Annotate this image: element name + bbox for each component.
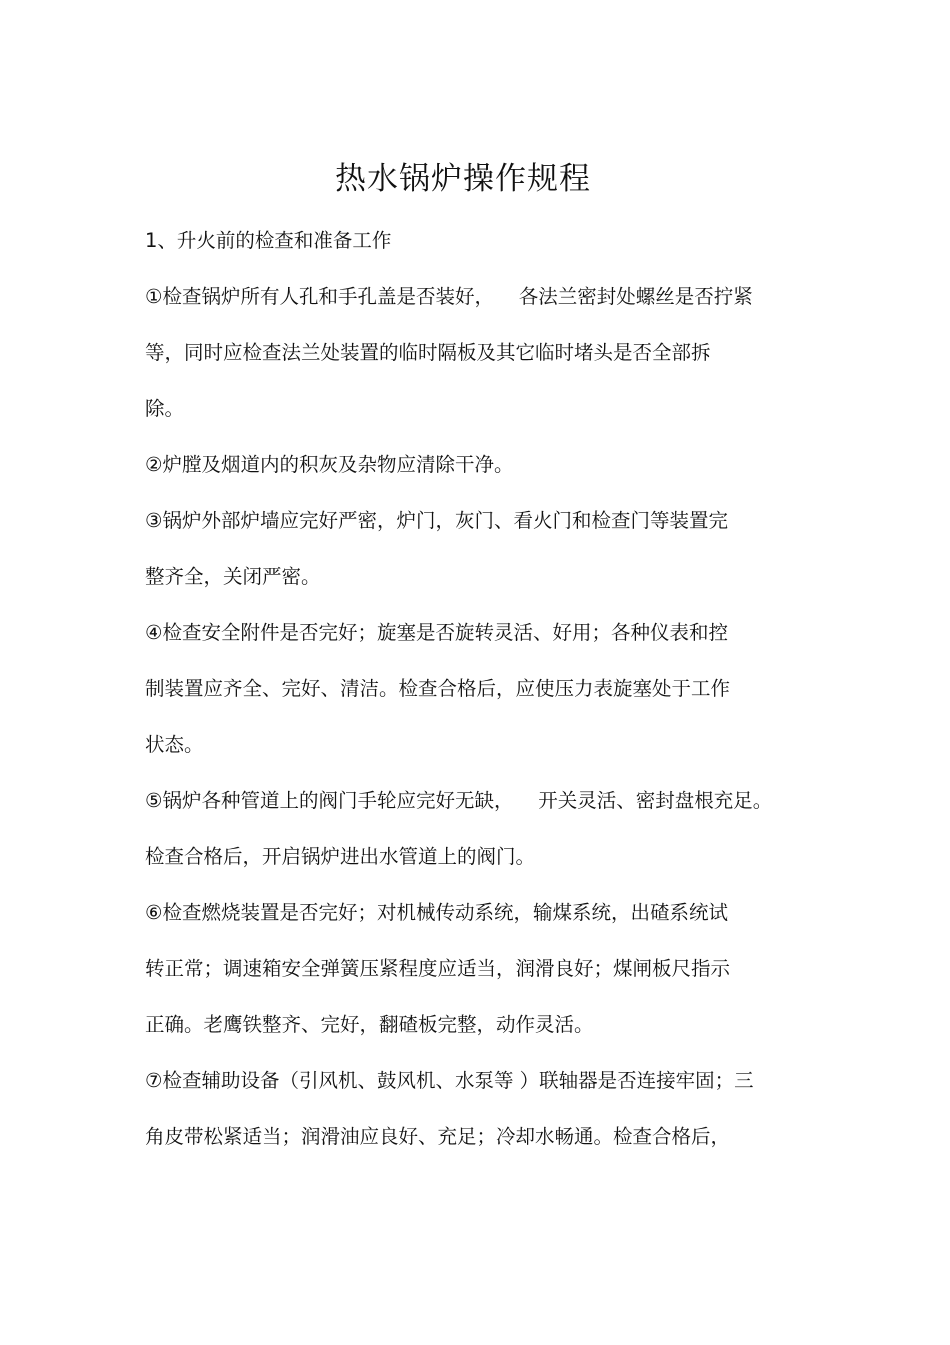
paragraph-line: 除。 — [145, 397, 185, 420]
paragraph-line: ⑤锅炉各种管道上的阀门手轮应完好无缺， 开关灵活、密封盘根充足。 — [145, 789, 773, 812]
paragraph-line: ⑥检查燃烧装置是否完好；对机械传动系统，输煤系统，出碴系统试 — [145, 901, 728, 924]
paragraph-line: ⑦检查辅助设备（引风机、鼓风机、水泵等 ）联轴器是否连接牢固；三 — [145, 1069, 754, 1092]
paragraph-line: 制装置应齐全、完好、清洁。检查合格后，应使压力表旋塞处于工作 — [145, 677, 731, 700]
paragraph-line: ②炉膛及烟道内的积灰及杂物应清除干净。 — [145, 453, 514, 476]
document-title: 热水锅炉操作规程 — [335, 161, 591, 197]
paragraph-line: 角皮带松紧适当；润滑油应良好、充足；冷却水畅通。检查合格后， — [145, 1125, 731, 1148]
paragraph-line: ④检查安全附件是否完好；旋塞是否旋转灵活、好用；各种仪表和控 — [145, 621, 728, 644]
paragraph-line: ③锅炉外部炉墙应完好严密，炉门，灰门、看火门和检查门等装置完 — [145, 509, 728, 532]
paragraph-line: 等，同时应检查法兰处装置的临时隔板及其它临时堵头是否全部拆 — [145, 341, 711, 364]
paragraph-line: 正确。老鹰铁整齐、完好，翻碴板完整，动作灵活。 — [145, 1013, 594, 1036]
paragraph-line: 状态。 — [145, 733, 204, 756]
paragraph-line: 整齐全，关闭严密。 — [145, 565, 321, 588]
paragraph-line: 检查合格后，开启锅炉进出水管道上的阀门。 — [145, 845, 536, 868]
paragraph-line: ①检查锅炉所有人孔和手孔盖是否装好， 各法兰密封处螺丝是否拧紧 — [145, 285, 753, 308]
paragraph-line: 转正常；调速箱安全弹簧压紧程度应适当，润滑良好；煤闸板尺指示 — [145, 957, 731, 980]
section-heading: 1、升火前的检查和准备工作 — [145, 229, 392, 252]
